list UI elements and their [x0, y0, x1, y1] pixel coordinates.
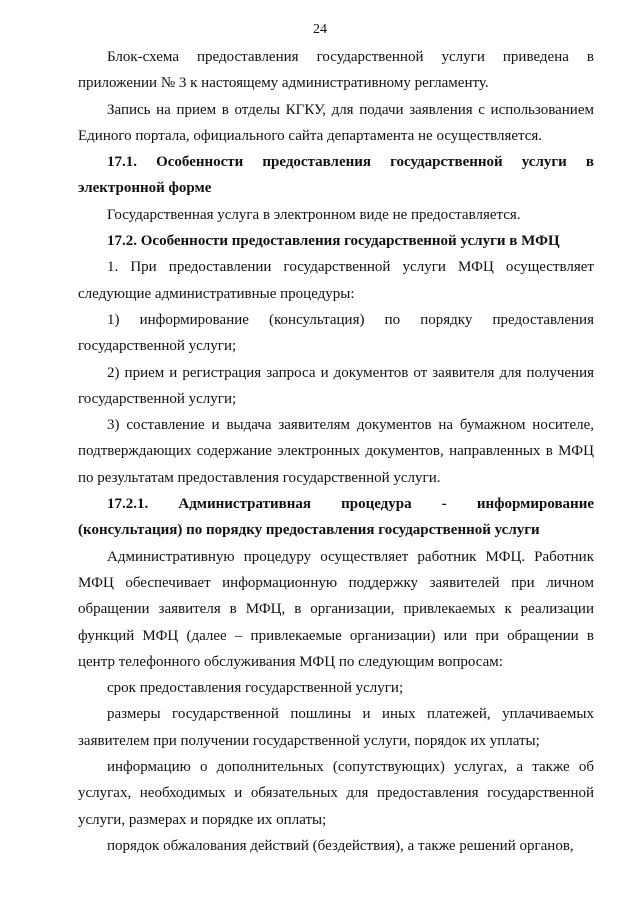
- paragraph: Запись на прием в отделы КГКУ, для подачи заявления с использованием Единого портала, официального сайта департамента не осуществляется.: [78, 101, 594, 144]
- section-heading: 17.2.1. Административная процедура - информирование (консультация) по порядку предоставления государственной услуги: [78, 496, 594, 539]
- list-item: срок предоставления государственной услуги;: [107, 680, 404, 697]
- section-heading: 17.1. Особенности предоставления государственной услуги в электронной форме: [78, 154, 594, 197]
- list-item: 3) составление и выдача заявителям документов на бумажном носителе, подтверждающих содержание электронных документов, направленных в МФЦ по результатам предоставления государственной услуги.: [78, 417, 594, 486]
- list-item: 1) информирование (консультация) по порядку предоставления государственной услуги;: [78, 311, 594, 355]
- section-heading: 17.2. Особенности предоставления государственной услуги в МФЦ: [107, 233, 560, 250]
- document-body: [78, 44, 594, 859]
- list-item: размеры государственной пошлины и иных платежей, уплачиваемых заявителем при получении государственной услуги, порядок их уплаты;: [78, 706, 594, 749]
- paragraph: Государственная услуга в электронном виде не предоставляется.: [107, 206, 521, 223]
- page-number: 24: [313, 22, 327, 37]
- paragraph: Блок-схема предоставления государственной услуги приведена в приложении № 3 к настоящему административному регламенту.: [78, 49, 594, 92]
- paragraph: Административную процедуру осуществляет работник МФЦ. Работник МФЦ обеспечивает информационную поддержку заявителей при личном обращении заявителя в МФЦ, в организации, привлекаемых к реализации функций МФЦ (далее – привлекаемые организации) или при обращении в центр телефонного обслуживания МФЦ по следующим вопросам:: [78, 548, 594, 670]
- list-item: порядок обжалования действий (бездействия), а также решений органов,: [107, 837, 574, 854]
- list-item: 2) прием и регистрация запроса и документов от заявителя для получения государственной услуги;: [78, 364, 594, 407]
- paragraph: 1. При предоставлении государственной услуги МФЦ осуществляет следующие административные процедуры:: [78, 259, 594, 302]
- list-item: информацию о дополнительных (сопутствующих) услугах, а также об услугах, необходимых и обязательных для предоставления государственной услуги, размерах и порядке их оплаты;: [78, 759, 594, 828]
